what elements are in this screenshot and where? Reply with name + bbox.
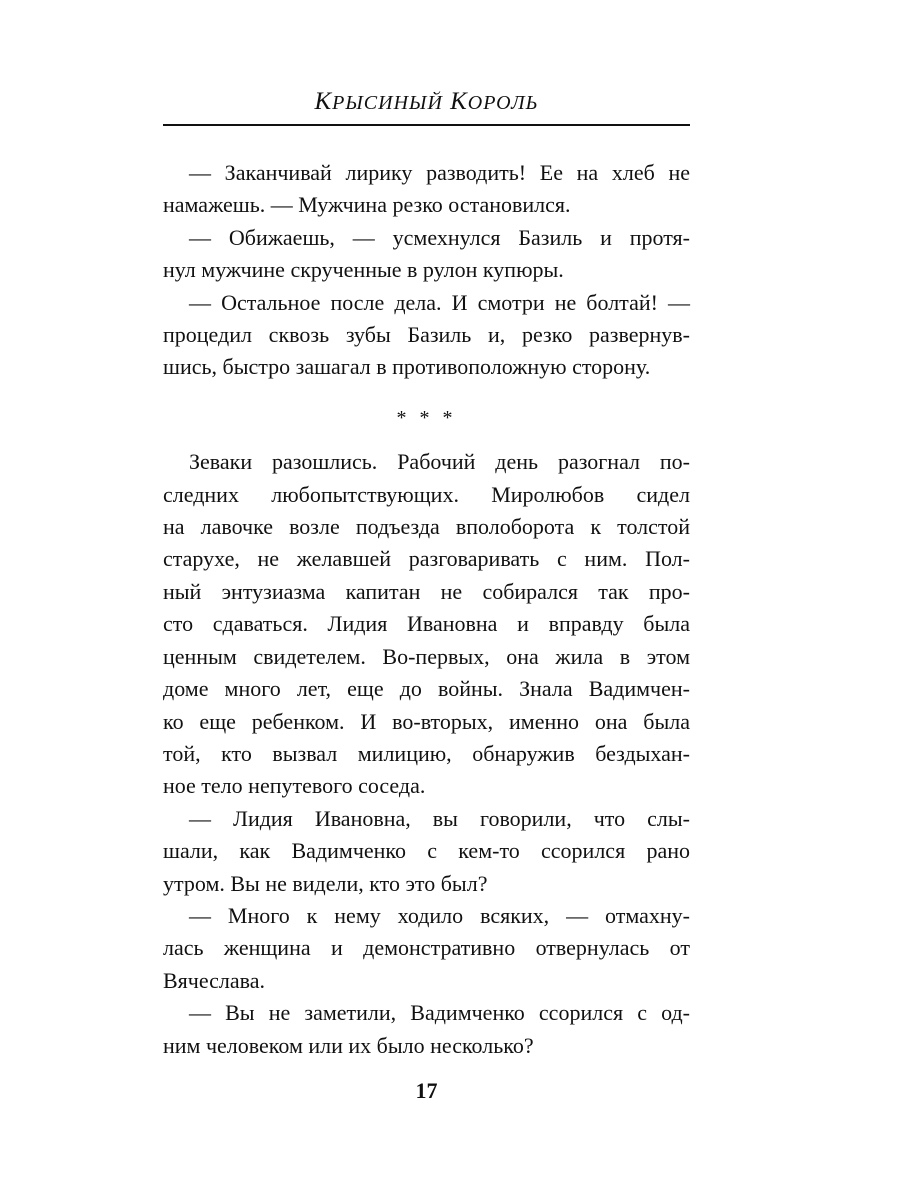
body-text-part-2 (163, 446, 690, 1062)
running-head-word-1: РЫСИНЫЙ (332, 92, 443, 114)
text-line: — Лидия Ивановна, вы говорили, что слы- (189, 805, 690, 831)
text-line: процедил сквозь зубы Базиль и, резко развернув- (163, 322, 690, 348)
paragraph (163, 157, 690, 222)
text-line: — Заканчивай лирику разводить! Ее на хлеб не (189, 160, 690, 185)
text-line: — Остальное после дела. И смотри не болтай! — (189, 289, 690, 315)
text-line: ко еще ребенком. И во-вторых, именно она была (163, 708, 690, 734)
text-line: шись, быстро зашагал в противоположную сторону. (163, 354, 651, 380)
text-line: Зеваки разошлись. Рабочий день разогнал по- (189, 449, 690, 475)
running-head-word-2: ОРОЛЬ (467, 92, 539, 114)
text-line: нул мужчине скрученные в рулон купюры. (163, 257, 564, 283)
paragraph (163, 803, 690, 900)
paragraph (163, 446, 690, 802)
text-line: лась женщина и демонстративно отвернулась от (163, 935, 690, 961)
paragraph (163, 222, 690, 287)
text-line: той, кто вызвал милицию, обнаружив бездыхан- (163, 740, 690, 766)
page-number: 17 (415, 1078, 438, 1103)
text-line: ный энтузиазма капитан не собирался так про- (163, 578, 690, 604)
text-line: шали, как Вадимченко с кем-то ссорился рано (163, 838, 690, 864)
paragraph (163, 997, 690, 1062)
text-line: намажешь. — Мужчина резко остановился. (163, 192, 571, 218)
running-head-cap-1: К (314, 88, 333, 115)
text-line: следних любопытствующих. Миролюбов сидел (163, 481, 690, 507)
section-separator: * * * (396, 406, 457, 429)
running-head (163, 84, 690, 121)
text-line: сто сдаваться. Лидия Ивановна и вправду была (163, 611, 690, 637)
text-line: на лавочке возле подъезда вполоборота к толстой (163, 514, 690, 540)
text-line: старухе, не желавшей разговаривать с ним. Пол- (163, 546, 690, 572)
body-text (163, 157, 690, 1062)
text-line: Вячеслава. (163, 967, 266, 993)
running-head-cap-2: К (450, 88, 468, 115)
header-rule (163, 124, 690, 126)
book-page (163, 0, 690, 1200)
text-line: доме много лет, еще до войны. Знала Вадимчен- (163, 676, 690, 702)
text-line: ное тело непутевого соседа. (163, 773, 426, 799)
body-text-part-1 (163, 157, 690, 384)
text-line: — Обижаешь, — усмехнулся Базиль и протя- (189, 224, 690, 250)
paragraph (163, 287, 690, 384)
text-line: ним человеком или их было несколько? (163, 1032, 534, 1058)
text-line: утром. Вы не видели, кто это был? (163, 870, 488, 896)
paragraph (163, 900, 690, 997)
text-line: ценным свидетелем. Во-первых, она жила в этом (163, 643, 690, 669)
text-line: — Вы не заметили, Вадимченко ссорился с од- (189, 1000, 690, 1026)
text-line: — Много к нему ходило всяких, — отмахну- (189, 902, 690, 928)
